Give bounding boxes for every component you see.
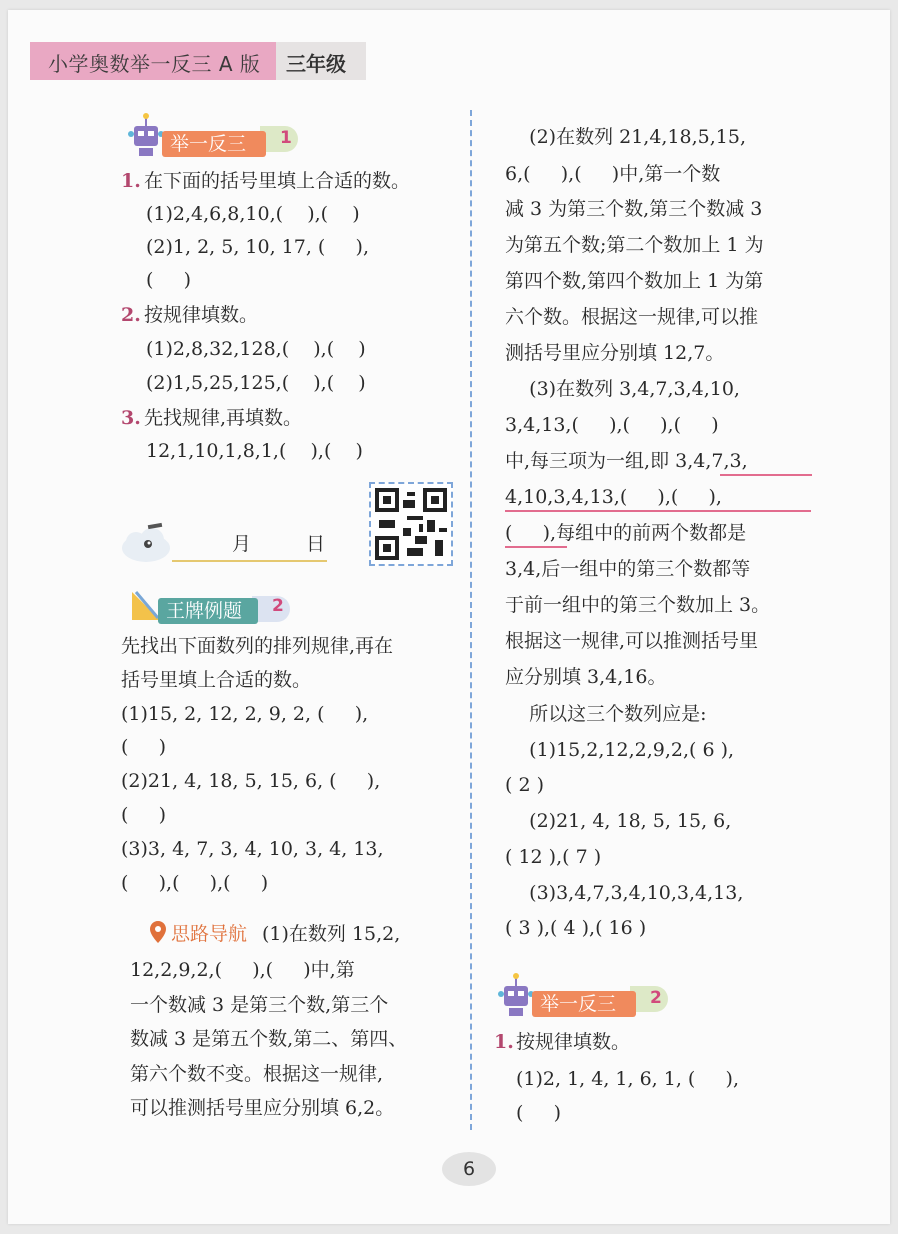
example-line: ( ) [121,804,167,826]
question-number: 1. [494,1031,514,1053]
answer-line: ( 12 ),( 7 ) [505,846,602,868]
example-line: (2)21, 4, 18, 5, 15, 6, ( ), [121,770,381,792]
example-line: (1)15, 2, 12, 2, 9, 2, ( ), [121,703,369,725]
question-line: ( ) [516,1102,562,1124]
question-number: 2. [121,304,141,326]
robot-icon [128,112,164,158]
example-badge: 王牌例题 [158,598,258,624]
example-badge-number: 2 [272,596,284,616]
solution-line: (2)在数列 21,4,18,5,15, [505,126,747,148]
question-line: (2)1, 2, 5, 10, 17, ( ), [146,236,369,258]
question-text: 先找规律,再填数。 [144,407,303,429]
solution-line: 第四个数,第四个数加上 1 为第 [505,270,764,292]
solution-line: 3,4,13,( ),( ),( ) [505,414,719,436]
hint-text: 一个数减 3 是第三个数,第三个 [130,994,389,1016]
question-line: (1)2,8,32,128,( ),( ) [146,338,366,360]
question-text: 按规律填数。 [516,1031,631,1053]
robot-icon [498,972,534,1018]
solution-line: 于前一组中的第三个数加上 3。 [505,594,771,616]
solution-line: 为第五个数;第二个数加上 1 为 [505,234,764,256]
example-intro: 括号里填上合适的数。 [121,669,312,691]
grade-label: 三年级 [286,52,346,76]
cloud-mascot-icon [118,522,174,566]
example-line: ( ),( ),( ) [121,872,269,894]
hint-text: 第六个数不变。根据这一规律, [130,1063,384,1085]
answer-line: 所以这三个数列应是: [505,703,707,725]
qr-code[interactable] [369,482,453,566]
hint-label: 思路导航 [171,923,248,945]
solution-line: (3)在数列 3,4,7,3,4,10, [505,378,740,400]
example-line: (3)3, 4, 7, 3, 4, 10, 3, 4, 13, [121,838,384,860]
question-line: (2)1,5,25,125,( ),( ) [146,372,366,394]
column-divider [470,110,472,1130]
question-line: (1)2,4,6,8,10,( ),( ) [146,203,360,225]
hint-text: 数减 3 是第五个数,第二、第四、 [130,1028,408,1050]
group-underline [720,474,812,476]
group-underline [505,510,811,512]
solution-line: 根据这一规律,可以推测括号里 [505,630,759,652]
practice-badge-1: 举一反三 [162,131,266,157]
hint-text: 可以推测括号里应分别填 6,2。 [130,1097,395,1119]
date-month-label: 月 [232,533,252,555]
answer-line: ( 2 ) [505,774,544,796]
answer-line: (1)15,2,12,2,9,2,( 6 ), [505,739,735,761]
book-title: 小学奥数举一反三 A 版 [48,52,261,76]
hint-text: 12,2,9,2,( ),( )中,第 [130,959,355,981]
hint-text: (1)在数列 15,2, [262,923,401,945]
solution-line: 六个数。根据这一规律,可以推 [505,306,759,328]
group-underline [505,546,567,548]
practice-badge-2-number: 2 [650,988,662,1008]
answer-line: (3)3,4,7,3,4,10,3,4,13, [505,882,744,904]
question-text: 在下面的括号里填上合适的数。 [144,170,411,192]
question-text: 按规律填数。 [144,304,259,326]
solution-line: 测括号里应分别填 12,7。 [505,342,725,364]
question-number: 3. [121,407,141,429]
question-line: (1)2, 1, 4, 1, 6, 1, ( ), [516,1068,739,1090]
practice-badge-2: 举一反三 [532,991,636,1017]
answer-line: (2)21, 4, 18, 5, 15, 6, [505,810,732,832]
date-underline [172,560,327,562]
example-intro: 先找出下面数列的排列规律,再在 [121,635,394,657]
qr-code-icon [371,484,451,564]
solution-line: 应分别填 3,4,16。 [505,666,667,688]
location-pin-icon [149,920,167,944]
solution-line: 4,10,3,4,13,( ),( ), [505,486,722,508]
solution-line: 减 3 为第三个数,第三个数减 3 [505,198,763,220]
solution-line: 中,每三项为一组,即 3,4,7,3, [505,450,748,472]
page-number: 6 [442,1152,496,1186]
solution-line: ( ),每组中的前两个数都是 [505,522,747,544]
question-line: ( ) [146,269,192,291]
date-day-label: 日 [306,533,326,555]
question-line: 12,1,10,1,8,1,( ),( ) [146,440,363,462]
answer-line: ( 3 ),( 4 ),( 16 ) [505,917,647,939]
practice-badge-1-number: 1 [280,128,292,148]
example-line: ( ) [121,736,167,758]
question-number: 1. [121,170,141,192]
solution-line: 6,( ),( )中,第一个数 [505,163,721,185]
solution-line: 3,4,后一组中的第三个数都等 [505,558,751,580]
